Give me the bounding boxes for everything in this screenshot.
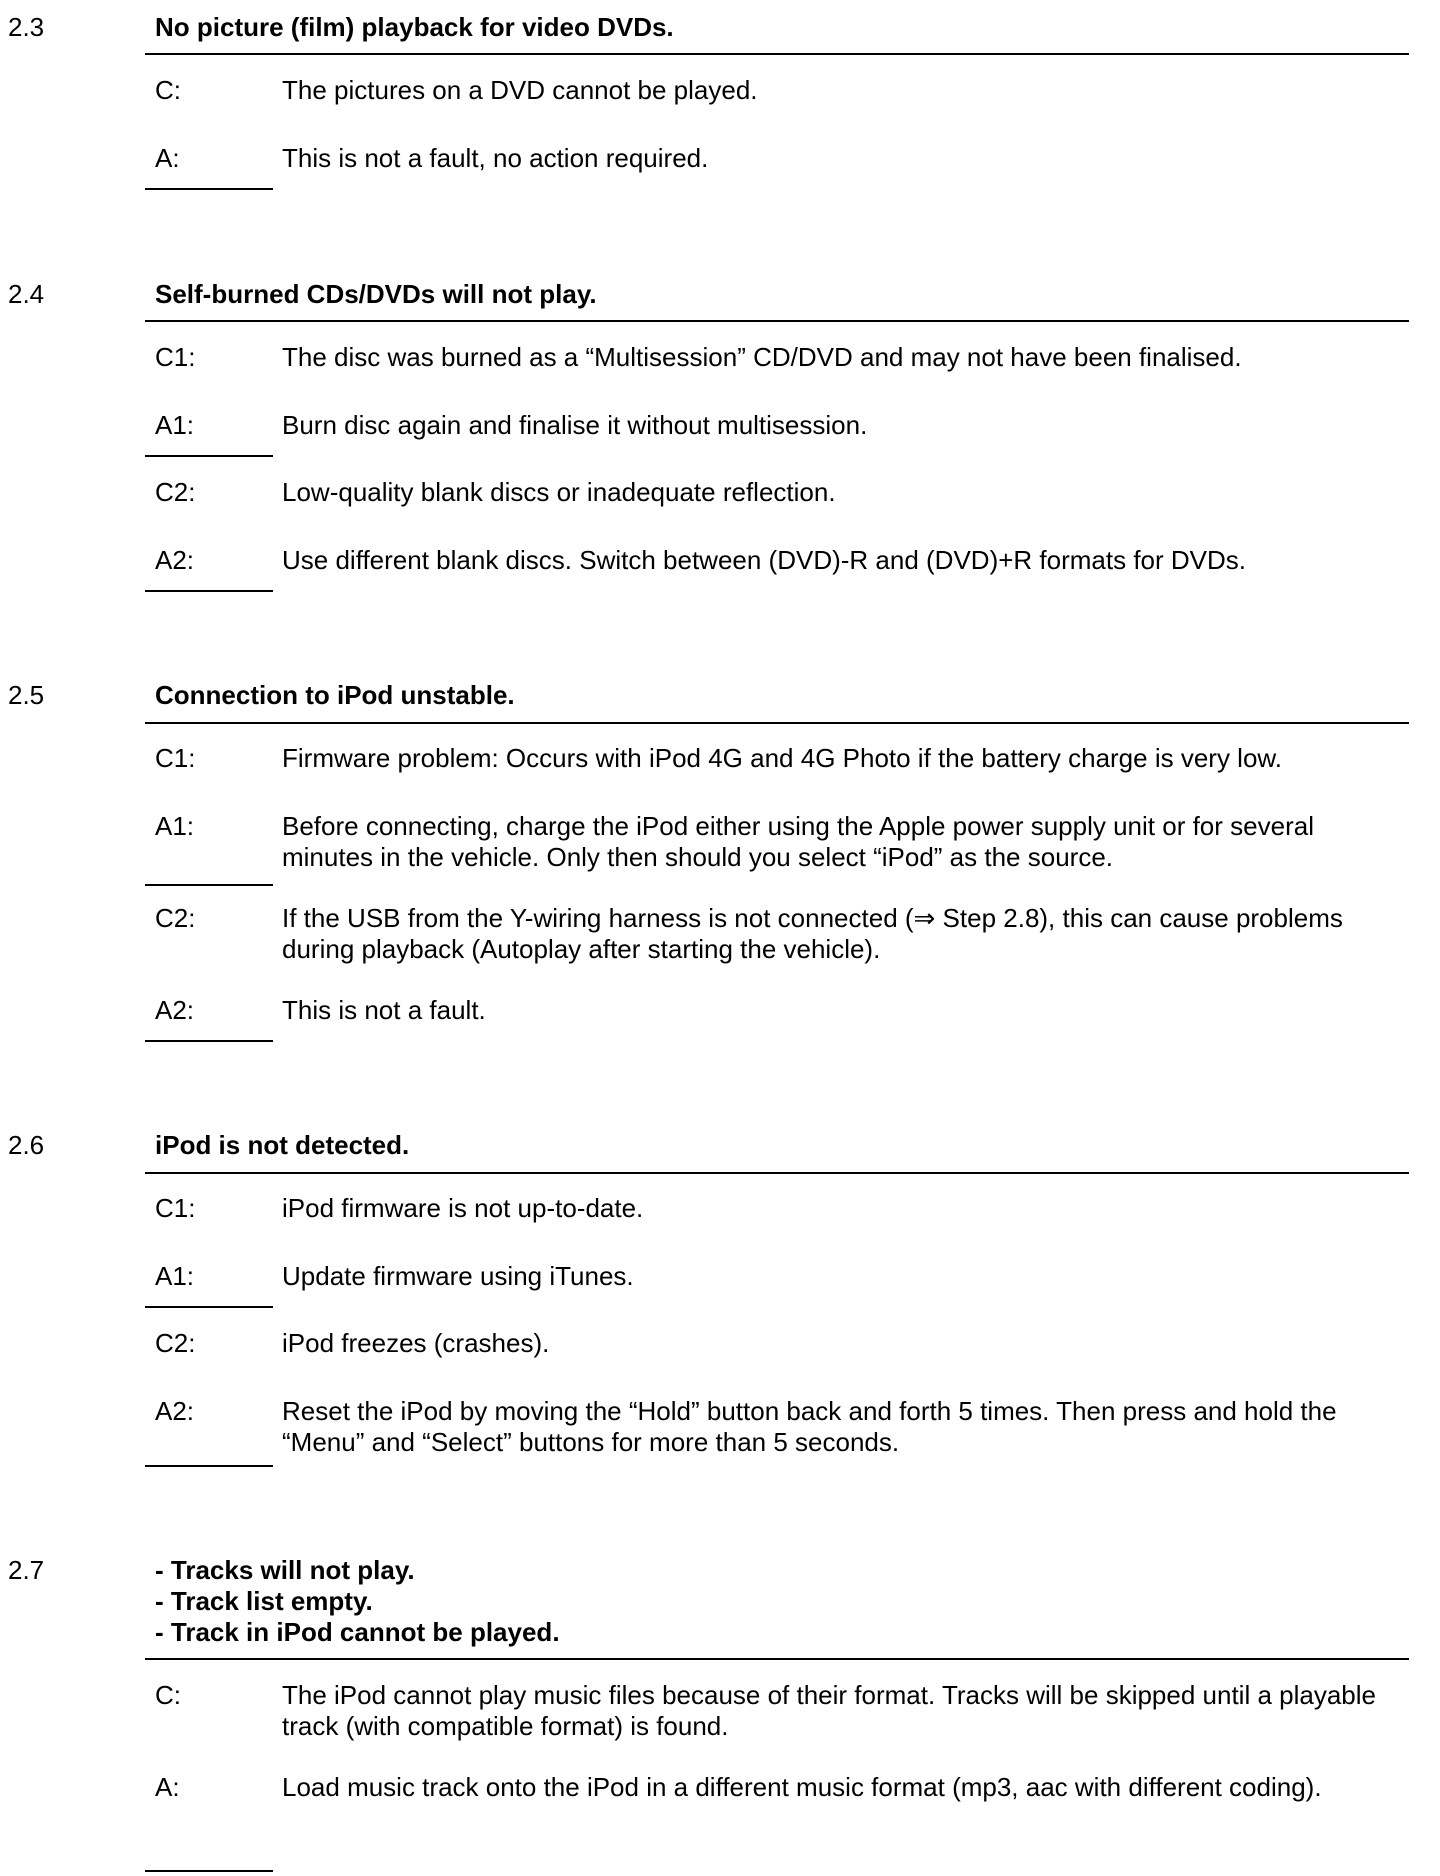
cause-text: If the USB from the Y-wiring harness is not connected (⇒ Step 2.8), this can cause problems during playback (Autoplay after starting the vehicle). xyxy=(282,903,1343,964)
section-title xyxy=(155,279,1405,310)
cause-code: C: xyxy=(155,1680,181,1710)
cause-code: C2: xyxy=(155,1328,196,1358)
section-title-line: - Track list empty. xyxy=(155,1586,373,1616)
action-text: Load music track onto the iPod in a different music format (mp3, aac with different coding). xyxy=(282,1772,1322,1802)
cause-code: C1: xyxy=(155,342,196,372)
section-number: 2.3 xyxy=(8,12,45,42)
action-text: Update firmware using iTunes. xyxy=(282,1261,634,1291)
section-title-line: Connection to iPod unstable. xyxy=(155,680,515,710)
action-code: A2: xyxy=(155,995,195,1025)
cause-code: C2: xyxy=(155,903,196,933)
cause-text: Low-quality blank discs or inadequate reflection. xyxy=(282,477,836,507)
cause-code: C1: xyxy=(155,743,196,773)
action-code: A1: xyxy=(155,410,195,440)
pair-separator xyxy=(145,1306,273,1308)
pair-separator xyxy=(145,884,273,886)
pair-separator xyxy=(145,455,273,457)
section-rule xyxy=(145,722,1409,724)
action-text: Before connecting, charge the iPod either using the Apple power supply unit or for several minutes in the vehicle. Only then should you select “iPod” as the source. xyxy=(282,811,1314,872)
action-text: Use different blank discs. Switch between (DVD)-R and (DVD)+R formats for DVDs. xyxy=(282,545,1247,575)
action-code: A: xyxy=(155,143,180,173)
section-rule xyxy=(145,1172,1409,1174)
action-code: A1: xyxy=(155,811,195,841)
section-title-line: No picture (film) playback for video DVDs. xyxy=(155,12,674,42)
cause-text: iPod freezes (crashes). xyxy=(282,1328,550,1358)
action-text: Burn disc again and finalise it without multisession. xyxy=(282,410,868,440)
section-title-line: - Track in iPod cannot be played. xyxy=(155,1617,560,1647)
cause-text: iPod firmware is not up-to-date. xyxy=(282,1193,644,1223)
action-text: This is not a fault. xyxy=(282,995,486,1025)
action-code: A1: xyxy=(155,1261,195,1291)
cause-code: C: xyxy=(155,75,181,105)
pair-separator xyxy=(145,1870,273,1872)
cause-text: Firmware problem: Occurs with iPod 4G and 4G Photo if the battery charge is very low. xyxy=(282,743,1282,773)
pair-separator xyxy=(145,1040,273,1042)
section-title-line: iPod is not detected. xyxy=(155,1130,410,1160)
section-title xyxy=(155,1130,1405,1161)
section-title-line: - Tracks will not play. xyxy=(155,1555,415,1585)
section-title xyxy=(155,12,1405,43)
section-title xyxy=(155,1555,1405,1648)
action-code: A2: xyxy=(155,545,195,575)
action-text: Reset the iPod by moving the “Hold” button back and forth 5 times. Then press and hold the “Menu” and “Select” buttons for more than 5 seconds. xyxy=(282,1396,1337,1457)
section-title xyxy=(155,680,1405,711)
section-number: 2.6 xyxy=(8,1130,45,1160)
section-number: 2.7 xyxy=(8,1555,45,1585)
action-code: A2: xyxy=(155,1396,195,1426)
cause-text: The iPod cannot play music files because of their format. Tracks will be skipped until a playable track (with compatible format) is found. xyxy=(282,1680,1376,1741)
pair-separator xyxy=(145,1465,273,1467)
section-rule xyxy=(145,1658,1409,1660)
cause-code: C2: xyxy=(155,477,196,507)
section-number: 2.4 xyxy=(8,279,45,309)
pair-separator xyxy=(145,188,273,190)
section-number: 2.5 xyxy=(8,680,45,710)
cause-text: The pictures on a DVD cannot be played. xyxy=(282,75,758,105)
section-rule xyxy=(145,320,1409,322)
pair-separator xyxy=(145,590,273,592)
section-rule xyxy=(145,53,1409,55)
cause-text: The disc was burned as a “Multisession” CD/DVD and may not have been finalised. xyxy=(282,342,1242,372)
cause-code: C1: xyxy=(155,1193,196,1223)
action-code: A: xyxy=(155,1772,180,1802)
section-title-line: Self-burned CDs/DVDs will not play. xyxy=(155,279,597,309)
action-text: This is not a fault, no action required. xyxy=(282,143,709,173)
